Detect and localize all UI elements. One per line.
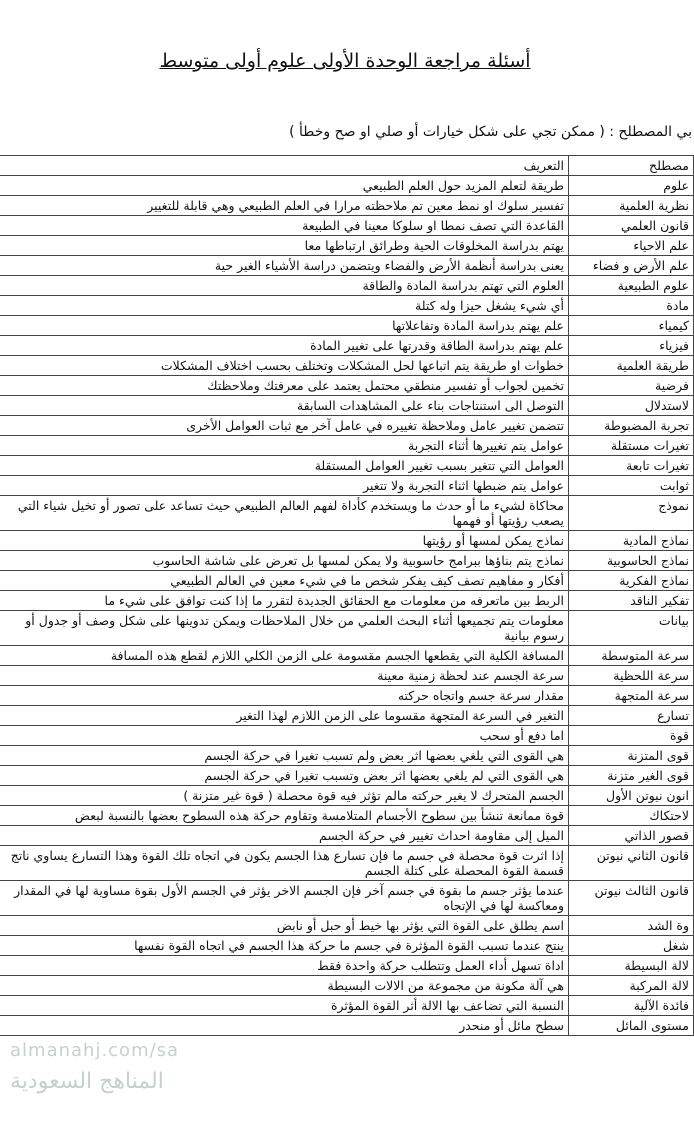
definitions-table	[0, 155, 694, 1036]
definition-cell: العلوم التي تهتم بدراسة المادة والطاقة	[0, 276, 569, 296]
watermark	[10, 1040, 210, 1094]
header-term: مصطلح	[569, 156, 694, 176]
definition-cell: اما دفع أو سحب	[0, 726, 569, 746]
table-row	[0, 531, 694, 551]
term-cell: قانون الثاني نيوتن	[569, 846, 694, 881]
definition-cell: الجسم المتحرك لا يغير حركته مالم تؤثر فيه قوة محصلة ( قوة غير متزنة )	[0, 786, 569, 806]
term-cell: نماذج الفكرية	[569, 571, 694, 591]
definition-cell: أفكار و مفاهيم تصف كيف يفكر شخص ما في شيء معين في العالم الطبيعي	[0, 571, 569, 591]
definition-cell: سطح مائل أو منحدر	[0, 1016, 569, 1036]
table-row	[0, 416, 694, 436]
table-row	[0, 686, 694, 706]
definition-cell: الربط بين ماتعرفه من معلومات مع الحقائق الجديدة لتقرر ما إذا كنت توافق على شيء ما	[0, 591, 569, 611]
definition-cell: ينتج عندما تسبب القوة المؤثرة في جسم ما حركة هذا الجسم في اتجاه القوة نفسها	[0, 936, 569, 956]
table-row	[0, 276, 694, 296]
definition-cell: طريقة لتعلم المزيد حول العلم الطبيعي	[0, 176, 569, 196]
definition-cell: إذا اثرت قوة محصلة في جسم ما فإن تسارع هذا الجسم يكون في اتجاه تلك القوة وهذا التسارع يساوي ناتج قسمة القوة المحصلة على كتلة الجسم	[0, 846, 569, 881]
term-cell: قانون العلمي	[569, 216, 694, 236]
table-row	[0, 496, 694, 531]
definition-cell: قوة ممانعة تنشأ بين سطوح الأجسام المتلامسة وتقاوم حركة هذه السطوح بعضها بالنسبة لبعض	[0, 806, 569, 826]
definition-cell: علم يهتم بدراسة الطاقة وقدرتها على تغيير المادة	[0, 336, 569, 356]
term-cell: تسارع	[569, 706, 694, 726]
term-cell: فائدة الآلية	[569, 996, 694, 1016]
definition-cell: يعنى بدراسة أنظمة الأرض والفضاء ويتضمن دراسة الأشياء الغير حية	[0, 256, 569, 276]
term-cell: لاستدلال	[569, 396, 694, 416]
term-cell: قوى المتزنة	[569, 746, 694, 766]
table-row	[0, 766, 694, 786]
table-row	[0, 996, 694, 1016]
term-cell: قصور الذاتي	[569, 826, 694, 846]
term-cell: وة الشد	[569, 916, 694, 936]
table-row	[0, 786, 694, 806]
table-header-row	[0, 156, 694, 176]
term-cell: تجربة المضبوطة	[569, 416, 694, 436]
definition-cell: تخمين لجواب أو تفسير منطقي محتمل يعتمد على معرفتك وملاحظتك	[0, 376, 569, 396]
term-cell: مستوى المائل	[569, 1016, 694, 1036]
term-cell: نظرية العلمية	[569, 196, 694, 216]
definition-cell: العوامل التي تتغير بسبب تغيير العوامل المستقلة	[0, 456, 569, 476]
definition-cell: يهتم بدراسة المخلوقات الحية وطرائق ارتباطها معا	[0, 236, 569, 256]
instructions-subtitle: بي المصطلح : ( ممكن تجي على شكل خيارات أو صلي او صح وخطأ )	[289, 124, 692, 140]
table-row	[0, 976, 694, 996]
term-cell: مادة	[569, 296, 694, 316]
definition-cell: مقدار سرعة جسم واتجاه حركته	[0, 686, 569, 706]
term-cell: ثوابت	[569, 476, 694, 496]
term-cell: قانون الثالث نيوتن	[569, 881, 694, 916]
term-cell: تغيرات مستقلة	[569, 436, 694, 456]
table-row	[0, 646, 694, 666]
definition-cell: النسبة التي تضاعف بها الالة أثر القوة المؤثرة	[0, 996, 569, 1016]
definition-cell: عوامل يتم تغييرها أثناء التجربة	[0, 436, 569, 456]
term-cell: لالة البسيطة	[569, 956, 694, 976]
table-row	[0, 256, 694, 276]
definition-cell: هي القوى التي لم يلغي بعضها اثر بعض وتسبب تغيرا في حركة الجسم	[0, 766, 569, 786]
term-cell: سرعة المتوسطة	[569, 646, 694, 666]
term-cell: شغل	[569, 936, 694, 956]
table-row	[0, 881, 694, 916]
definition-cell: عندما يؤثر جسم ما بقوة في جسم آخر فإن الجسم الاخر يؤثر في الجسم الأول بقوة مساوية لها في المقدار ومعاكسة لها في الإتجاه	[0, 881, 569, 916]
term-cell: لالة المركبة	[569, 976, 694, 996]
table-row	[0, 316, 694, 336]
table-row	[0, 591, 694, 611]
term-cell: نموذج	[569, 496, 694, 531]
definition-cell: نماذج يمكن لمسها أو رؤيتها	[0, 531, 569, 551]
table-row	[0, 956, 694, 976]
watermark-site: almanahj.com/sa	[10, 1040, 180, 1061]
definition-cell: معلومات يتم تجميعها أثناء البحث العلمي من خلال الملاحظات ويمكن تدوينها على شكل وصف أو جدول أو رسوم بيانية	[0, 611, 569, 646]
term-cell: تفكير الناقد	[569, 591, 694, 611]
table-row	[0, 196, 694, 216]
definition-cell: القاعدة التي تصف نمطا او سلوكا معينا في الطبيعة	[0, 216, 569, 236]
table-row	[0, 236, 694, 256]
term-cell: علم الاحياء	[569, 236, 694, 256]
term-cell: بيانات	[569, 611, 694, 646]
table-row	[0, 706, 694, 726]
table-row	[0, 571, 694, 591]
table-row	[0, 456, 694, 476]
term-cell: نماذج الحاسوبية	[569, 551, 694, 571]
table-row	[0, 1016, 694, 1036]
definition-cell: التغير في السرعة المتجهة مقسوما على الزمن اللازم لهذا التغير	[0, 706, 569, 726]
term-cell: علوم	[569, 176, 694, 196]
definition-cell: أي شيء يشغل حيزا وله كتلة	[0, 296, 569, 316]
table-row	[0, 826, 694, 846]
table-row	[0, 846, 694, 881]
term-cell: انون نيوتن الأول	[569, 786, 694, 806]
table-row	[0, 376, 694, 396]
page-title: أسئلة مراجعة الوحدة الأولى علوم أولى متوسط	[159, 50, 531, 72]
definition-cell: محاكاة لشيء ما أو حدث ما ويستخدم كأداة لفهم العالم الطبيعي حيث تساعد على تصور أو تخيل شياء التي يصعب رؤيتها أو فهمها	[0, 496, 569, 531]
definition-cell: عوامل يتم ضبطها اثناء التجربة ولا تتغير	[0, 476, 569, 496]
term-cell: نماذج المادية	[569, 531, 694, 551]
definition-cell: هي آلة مكونة من مجموعة من الالات البسيطة	[0, 976, 569, 996]
header-definition: التعريف	[0, 156, 569, 176]
term-cell: فرضية	[569, 376, 694, 396]
table-row	[0, 936, 694, 956]
table-row	[0, 296, 694, 316]
term-cell: علم الأرض و فضاء	[569, 256, 694, 276]
table-row	[0, 436, 694, 456]
table-row	[0, 726, 694, 746]
table-row	[0, 356, 694, 376]
table-row	[0, 396, 694, 416]
definition-cell: هي القوى التي يلغي بعضها اثر بعض ولم تسبب تغيرا في حركة الجسم	[0, 746, 569, 766]
definition-cell: تفسير سلوك او نمط معين تم ملاحظته مرارا في العلم الطبيعي وهي قابلة للتغيير	[0, 196, 569, 216]
table-body	[0, 176, 694, 1036]
table-row	[0, 176, 694, 196]
term-cell: طريقة العلمية	[569, 356, 694, 376]
term-cell: قوة	[569, 726, 694, 746]
definition-cell: علم يهتم بدراسة المادة وتفاعلاتها	[0, 316, 569, 336]
definition-cell: الميل إلى مقاومة احداث تغيير في حركة الجسم	[0, 826, 569, 846]
table-row	[0, 806, 694, 826]
table-row	[0, 916, 694, 936]
table-row	[0, 476, 694, 496]
definition-cell: خطوات او طريقة يتم اتباعها لحل المشكلات وتختلف بحسب اختلاف المشكلات	[0, 356, 569, 376]
term-cell: علوم الطبيعية	[569, 276, 694, 296]
term-cell: سرعة المتجهة	[569, 686, 694, 706]
table-row	[0, 216, 694, 236]
term-cell: قوى الغير متزنة	[569, 766, 694, 786]
definition-cell: نماذج يتم بناؤها ببرامج حاسوبية ولا يمكن لمسها بل تعرض على شاشة الحاسوب	[0, 551, 569, 571]
table-row	[0, 746, 694, 766]
definition-cell: تتضمن تغيير عامل وملاحظة تغييره في عامل آخر مع ثبات العوامل الأخرى	[0, 416, 569, 436]
table-row	[0, 336, 694, 356]
definition-cell: المسافة الكلية التي يقطعها الجسم مقسومة على الزمن الكلي اللازم لقطع هذه المسافة	[0, 646, 569, 666]
term-cell: سرعة اللحظية	[569, 666, 694, 686]
definition-cell: اداة تسهل أداء العمل وتتطلب حركة واحدة فقط	[0, 956, 569, 976]
definition-cell: سرعة الجسم عند لحظة زمنية معينة	[0, 666, 569, 686]
definition-cell: التوصل الى استنتاجات بناء على المشاهدات السابقة	[0, 396, 569, 416]
term-cell: فيزياء	[569, 336, 694, 356]
table-row	[0, 666, 694, 686]
term-cell: لاحتكاك	[569, 806, 694, 826]
term-cell: تغيرات تابعة	[569, 456, 694, 476]
watermark-name: المناهج السعودية	[10, 1069, 164, 1094]
term-cell: كيمياء	[569, 316, 694, 336]
table-row	[0, 611, 694, 646]
definition-cell: اسم يطلق على القوة التي يؤثر بها خيط أو حبل أو نابض	[0, 916, 569, 936]
table-row	[0, 551, 694, 571]
